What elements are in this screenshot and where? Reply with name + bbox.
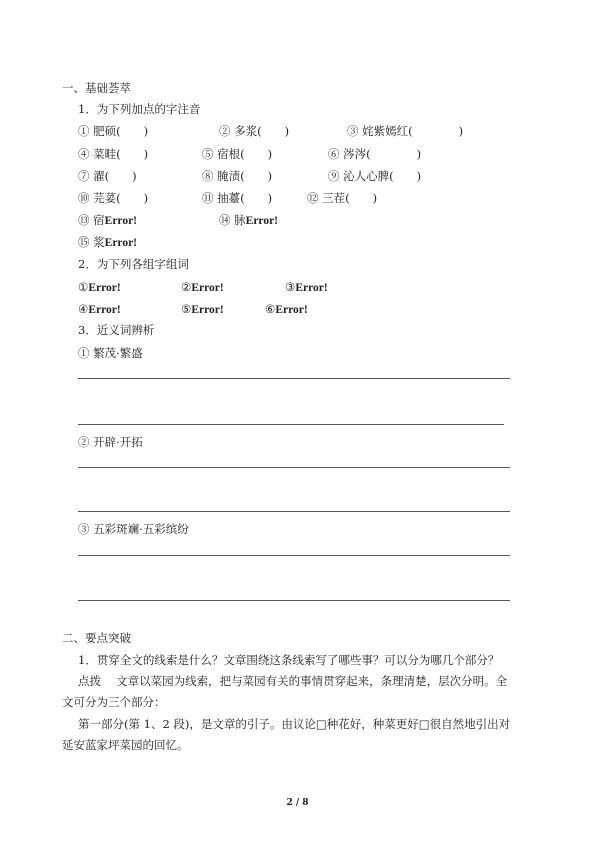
q1-item-14-label: ⑭ 脉	[219, 213, 246, 227]
q2-item-3	[285, 279, 328, 296]
error-text: Error!	[275, 304, 308, 316]
hint-label: 点拨	[78, 674, 101, 688]
answer-line	[78, 378, 510, 379]
q1-item-8: ⑧ 腌渍( )	[202, 169, 273, 183]
error-text: Error!	[191, 304, 224, 316]
section2-question: 1．贯穿全文的线索是什么？文章围绕这条线索写了哪些事？可以分为哪几个部分？	[78, 653, 500, 667]
q2-item-5-num: ⑤	[181, 302, 192, 316]
answer-line	[78, 555, 510, 556]
q1-item-5: ⑤ 宿根( )	[202, 147, 273, 161]
q2-title: 2．为下列各组字组词	[78, 257, 189, 271]
q1-item-11: ⑪ 抽薹( )	[202, 191, 273, 205]
answer-line	[78, 511, 510, 512]
error-text: Error!	[295, 282, 328, 294]
page-number: 2 / 8	[286, 798, 309, 808]
hint-paragraph	[62, 671, 516, 713]
q3-item-1: ① 繁茂·繁盛	[78, 346, 143, 360]
q2-item-6-num: ⑥	[265, 302, 276, 316]
q1-item-3: ③ 姹紫嫣红( )	[347, 124, 464, 138]
q2-item-6	[265, 301, 308, 318]
q3-title: 3．近义词辨析	[78, 323, 155, 337]
q1-item-10: ⑩ 芫荽( )	[78, 191, 149, 205]
part1-paragraph: 第一部分(第 1、2 段)，是文章的引子。由议论□种花好，种菜更好□很自然地引出对延安蓝家坪菜园的回忆。	[62, 717, 511, 752]
q1-item-4: ④ 菜畦( )	[78, 147, 149, 161]
q2-item-4	[78, 301, 121, 318]
q1-item-6: ⑥ 涔涔( )	[328, 147, 422, 161]
q1-item-1: ① 肥硕( )	[78, 124, 149, 138]
q2-item-2	[181, 279, 224, 296]
q2-item-4-num: ④	[78, 302, 89, 316]
answer-line	[78, 467, 510, 468]
q1-item-15	[78, 234, 137, 251]
q1-item-9: ⑨ 沁人心脾( )	[328, 169, 422, 183]
section2-title: 二、要点突破	[62, 631, 131, 645]
q2-item-3-num: ③	[285, 280, 296, 294]
q1-item-13-label: ⑬ 宿	[78, 213, 105, 227]
q3-item-2: ② 开辟·开拓	[78, 435, 143, 449]
error-text: Error!	[191, 282, 224, 294]
section1-title: 一、基础荟萃	[62, 81, 131, 95]
q2-item-1	[78, 279, 121, 296]
q2-item-2-num: ②	[181, 280, 192, 294]
q2-item-5	[181, 301, 224, 318]
answer-line	[78, 424, 504, 425]
q1-item-13	[78, 212, 137, 229]
q1-item-2: ② 多浆( )	[219, 124, 290, 138]
q2-item-1-num: ①	[78, 280, 89, 294]
error-text: Error!	[245, 215, 279, 227]
hint-text: 文章以菜园为线索，把与菜园有关的事情贯穿起来，条理清楚，层次分明。全文可分为三个部分：	[62, 674, 508, 709]
error-text: Error!	[88, 282, 121, 294]
q1-item-7: ⑦ 濯( )	[78, 169, 137, 183]
q1-item-14	[219, 212, 278, 229]
error-text: Error!	[104, 215, 138, 227]
q1-title: 1．为下列加点的字注音	[78, 102, 201, 116]
error-text: Error!	[88, 304, 121, 316]
answer-line	[78, 600, 510, 601]
q1-item-15-label: ⑮ 浆	[78, 235, 105, 249]
q3-item-3: ③ 五彩斑斓·五彩缤纷	[78, 522, 189, 536]
q1-item-12: ⑫ 三茬( )	[307, 191, 378, 205]
error-text: Error!	[104, 237, 138, 249]
